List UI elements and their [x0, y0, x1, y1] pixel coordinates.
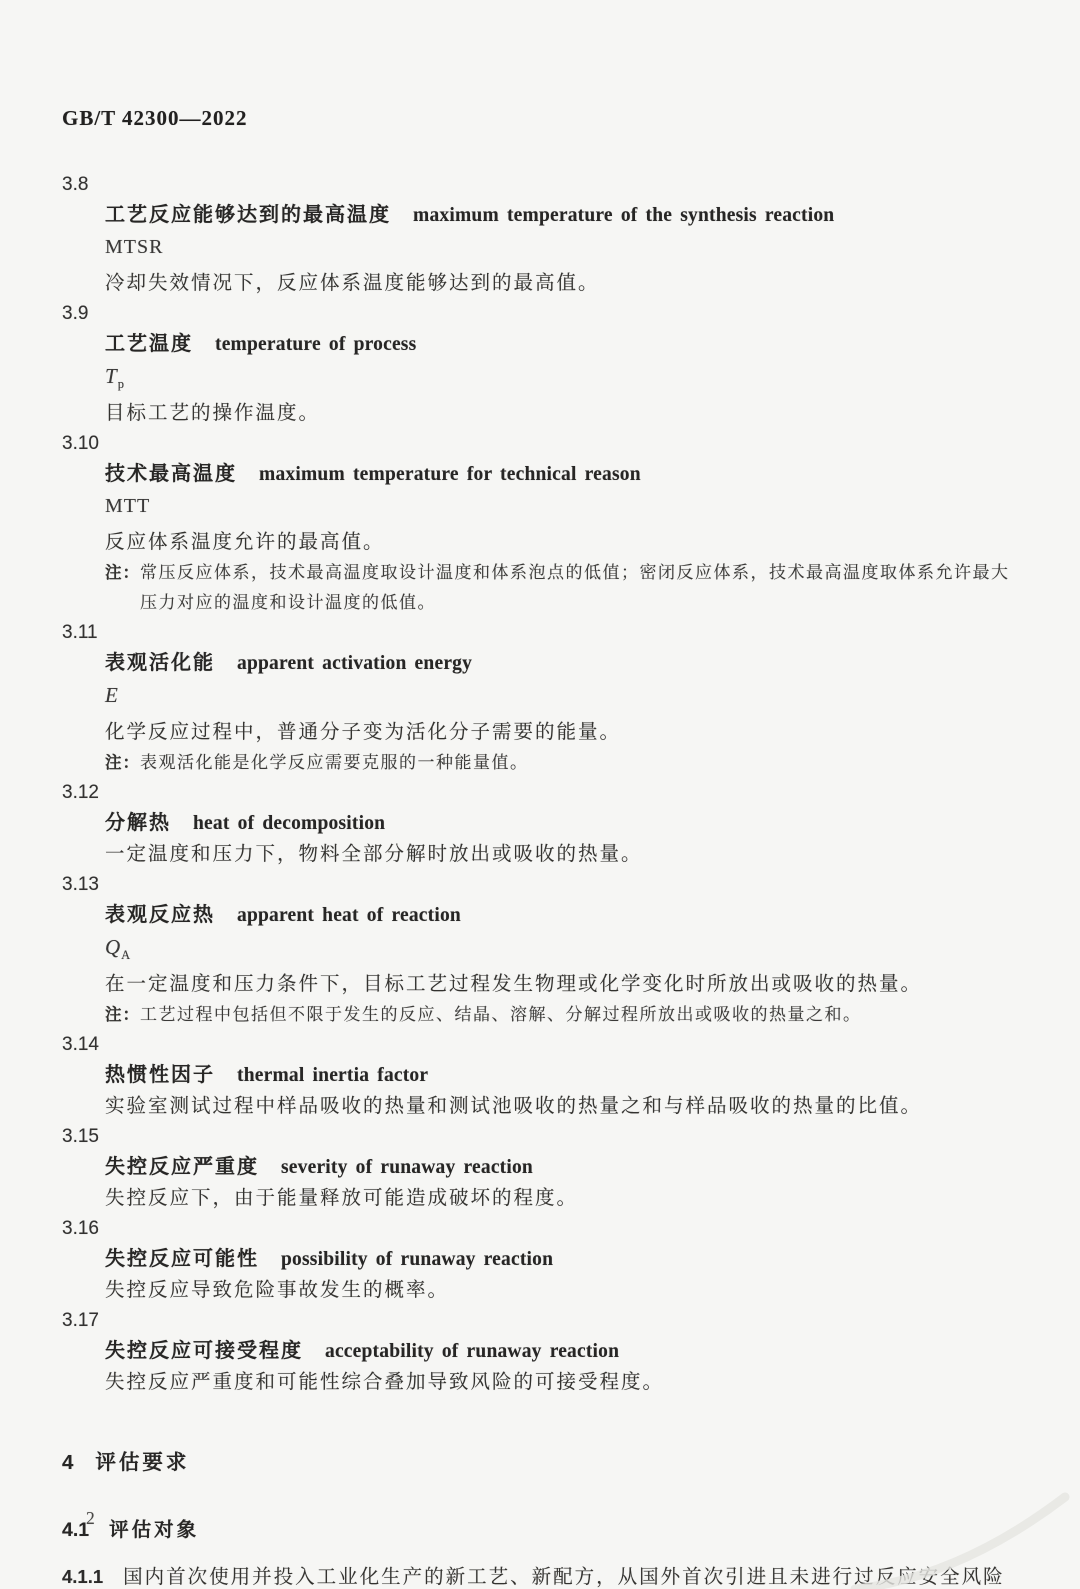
term-zh: 失控反应严重度 [105, 1156, 259, 1178]
term-zh: 技术最高温度 [105, 463, 237, 485]
term-heading [62, 1060, 1022, 1092]
symbol-base: MTSR [105, 236, 164, 258]
term-heading [62, 1336, 1022, 1368]
term-en: temperature of process [215, 334, 417, 355]
symbol-base: Q [105, 935, 122, 959]
term-number: 3.17 [62, 1310, 99, 1331]
term-zh: 表观反应热 [105, 904, 215, 926]
term-symbol [62, 491, 1022, 528]
term-definition: 在一定温度和压力条件下，目标工艺过程发生物理或化学变化时所放出或吸收的热量。 [105, 974, 923, 995]
section-4-heading [62, 1448, 1022, 1480]
term-number: 3.13 [62, 874, 99, 895]
term-heading [62, 900, 1022, 932]
term-definition: 冷却失效情况下，反应体系温度能够达到的最高值。 [105, 273, 600, 294]
term-section [62, 1214, 1022, 1306]
term-zh: 表观活化能 [105, 652, 215, 674]
term-zh: 失控反应可接受程度 [105, 1340, 303, 1362]
term-heading [62, 1152, 1022, 1184]
term-symbol [62, 361, 1022, 399]
term-section [62, 170, 1022, 299]
term-number: 3.12 [62, 782, 99, 803]
clause-text: 国内首次使用并投入工业化生产的新工艺、新配方，从国外首次引进且未进行过反应安全风险 [123, 1567, 1005, 1588]
note-text: 常压反应体系，技术最高温度取设计温度和体系泡点的低值；密闭反应体系，技术最高温度取体系允许最大压力对应的温度和设计温度的低值。 [140, 563, 1010, 612]
symbol-base: MTT [105, 495, 151, 517]
term-note [62, 1000, 1022, 1030]
term-en: possibility of runaway reaction [281, 1249, 554, 1270]
term-section [62, 1306, 1022, 1398]
term-section [62, 778, 1022, 870]
term-zh: 失控反应可能性 [105, 1248, 259, 1270]
term-heading [62, 1244, 1022, 1276]
term-definition: 实验室测试过程中样品吸收的热量和测试池吸收的热量之和与样品吸收的热量的比值。 [105, 1096, 923, 1117]
term-number: 3.16 [62, 1218, 99, 1239]
term-number: 3.9 [62, 303, 89, 324]
note-text: 表观活化能是化学反应需要克服的一种能量值。 [140, 753, 529, 772]
term-en: maximum temperature for technical reason [259, 464, 641, 485]
term-en: severity of runaway reaction [281, 1157, 533, 1178]
term-note [62, 748, 1022, 778]
term-definition: 目标工艺的操作温度。 [105, 403, 321, 424]
corner-watermark-curve [850, 1489, 1080, 1589]
term-number: 3.10 [62, 433, 99, 454]
term-en: maximum temperature of the synthesis reaction [413, 205, 835, 226]
term-en: heat of decomposition [193, 813, 386, 834]
term-definition: 一定温度和压力下，物料全部分解时放出或吸收的热量。 [105, 844, 643, 865]
term-symbol [62, 680, 1022, 718]
term-heading [62, 200, 1022, 232]
term-definition: 失控反应导致危险事故发生的概率。 [105, 1280, 450, 1301]
symbol-base: E [105, 683, 119, 707]
term-number: 3.15 [62, 1126, 99, 1147]
term-section [62, 429, 1022, 618]
symbol-subscript: A [121, 948, 131, 962]
term-section [62, 870, 1022, 1030]
term-zh: 工艺温度 [105, 333, 193, 355]
note-label: 注： [105, 564, 140, 582]
term-definition: 失控反应严重度和可能性综合叠加导致风险的可接受程度。 [105, 1372, 665, 1393]
page-number: 2 [86, 1508, 95, 1528]
term-heading [62, 648, 1022, 680]
term-note [62, 558, 1022, 618]
clause-number: 4.1.1 [62, 1566, 104, 1587]
note-label: 注： [105, 1006, 140, 1024]
term-number: 3.8 [62, 174, 89, 195]
term-number: 3.14 [62, 1034, 99, 1055]
term-zh: 工艺反应能够达到的最高温度 [105, 204, 391, 226]
term-section [62, 1122, 1022, 1214]
term-heading [62, 459, 1022, 491]
term-en: acceptability of runaway reaction [325, 1341, 620, 1362]
term-en: apparent heat of reaction [237, 905, 461, 926]
term-definition: 失控反应下，由于能量释放可能造成破坏的程度。 [105, 1188, 579, 1209]
heading-number: 4 [62, 1451, 74, 1474]
term-section [62, 299, 1022, 429]
symbol-base: T [105, 364, 118, 388]
note-label: 注： [105, 754, 140, 772]
term-definition: 化学反应过程中，普通分子变为活化分子需要的能量。 [105, 722, 622, 743]
term-zh: 分解热 [105, 812, 171, 834]
term-en: thermal inertia factor [237, 1065, 429, 1086]
term-section [62, 1030, 1022, 1122]
term-definition: 反应体系温度允许的最高值。 [105, 532, 385, 553]
term-symbol [62, 932, 1022, 970]
page-content [62, 103, 1022, 1589]
standard-code-header: GB/T 42300—2022 [62, 106, 248, 130]
term-zh: 热惯性因子 [105, 1064, 215, 1086]
symbol-subscript: p [117, 377, 124, 391]
term-heading [62, 329, 1022, 361]
term-section [62, 618, 1022, 778]
term-number: 3.11 [62, 622, 98, 643]
heading-label: 评估要求 [95, 1451, 190, 1474]
term-en: apparent activation energy [237, 653, 473, 674]
heading-label: 评估对象 [109, 1519, 200, 1541]
term-symbol [62, 232, 1022, 269]
note-text: 工艺过程中包括但不限于发生的反应、结晶、溶解、分解过程所放出或吸收的热量之和。 [140, 1005, 862, 1024]
heading-number: 4.1 [62, 1519, 90, 1541]
term-heading [62, 808, 1022, 840]
